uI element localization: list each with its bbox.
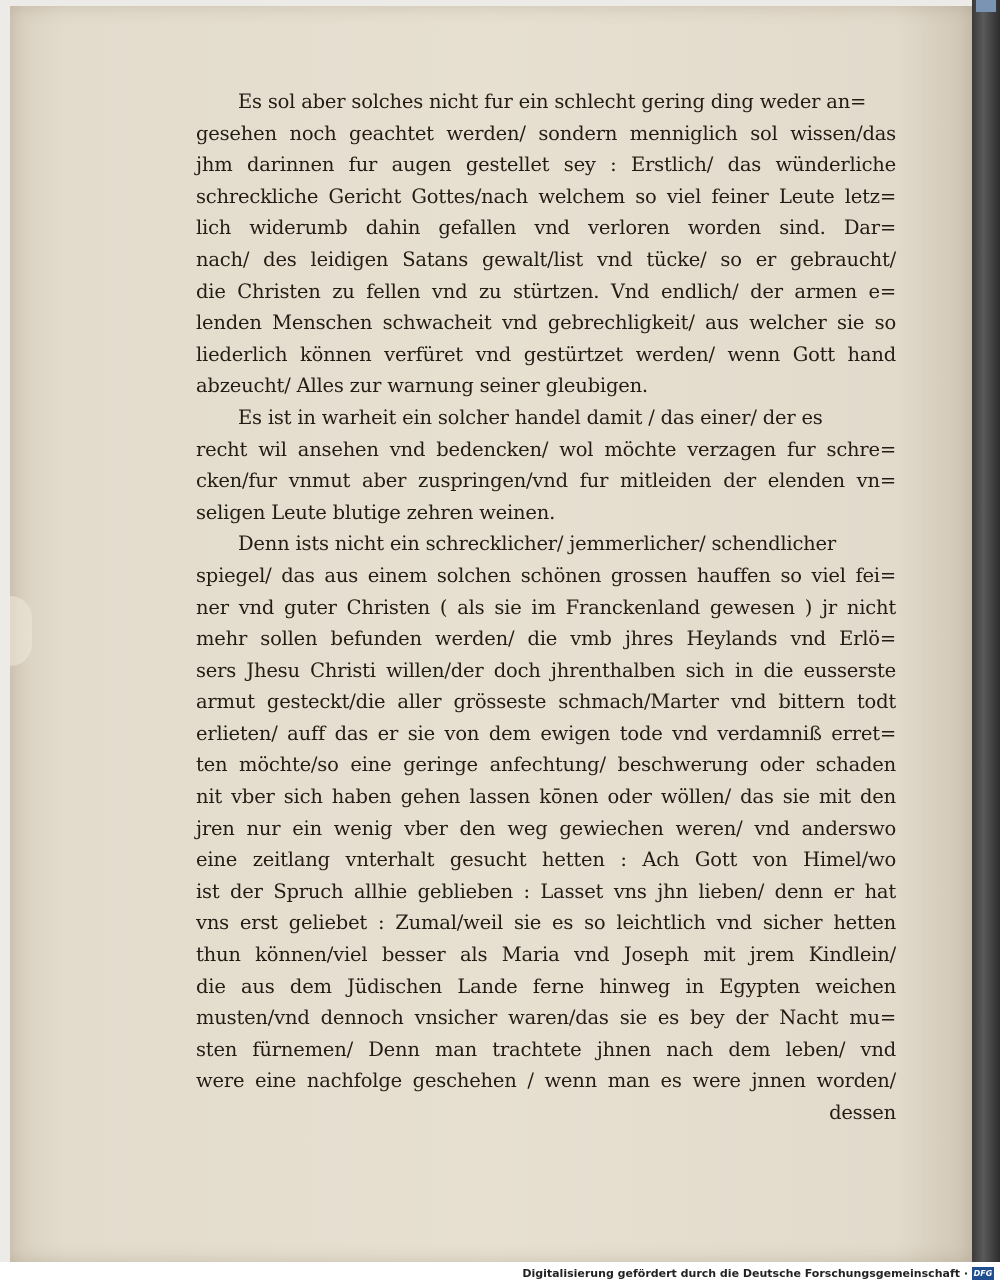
text-line: mehr sollen befunden werden/ die vmb jhres Heylands vnd Erlö=: [196, 627, 896, 651]
text-line: thun können/viel besser als Maria vnd Joseph mit jrem Kindlein/: [196, 943, 896, 967]
text-line: Denn ists nicht ein schrecklicher/ jemmerlicher/ schendlicher: [238, 532, 836, 556]
page-text: [196, 86, 896, 1129]
text-line: nit vber sich haben gehen lassen kōnen oder wöllen/ das sie mit den: [196, 785, 896, 809]
book-binding: [972, 0, 1000, 1262]
catchword: dessen: [829, 1101, 896, 1124]
footer-bar: [0, 1262, 1000, 1285]
text-line: sten fürnemen/ Denn man trachtete jhnen nach dem leben/ vnd: [196, 1037, 896, 1061]
text-line: nach/ des leidigen Satans gewalt/list vnd tücke/ so er gebraucht/: [196, 247, 896, 271]
text-line: gesehen noch geachtet werden/ sondern menniglich sol wissen/das: [196, 121, 896, 145]
text-line: jren nur ein wenig vber den weg gewiechen weren/ vnd anderswo: [196, 816, 896, 840]
text-line: cken/fur vnmut aber zuspringen/vnd fur mitleiden der elenden vn=: [196, 469, 896, 493]
text-line: abzeucht/ Alles zur warnung seiner gleubigen.: [196, 374, 648, 398]
text-line: were eine nachfolge geschehen / wenn man es were jnnen worden/: [196, 1069, 896, 1093]
dfg-logo: DFG: [973, 1269, 993, 1278]
text-line: musten/vnd dennoch vnsicher waren/das sie es bey der Nacht mu=: [196, 1006, 896, 1030]
text-line: lich widerumb dahin gefallen vnd verloren worden sind. Dar=: [196, 216, 896, 240]
text-line: sers Jhesu Christi willen/der doch jhrenthalben sich in die eusserste: [196, 658, 896, 682]
text-line: lenden Menschen schwacheit vnd gebrechligkeit/ aus welcher sie so: [196, 311, 896, 335]
text-line: eine zeitlang vnterhalt gesucht hetten : Ach Gott von Himel/wo: [196, 848, 896, 872]
funding-credit: Digitalisierung gefördert durch die Deutsche Forschungsgemeinschaft ·: [522, 1267, 968, 1280]
text-line: ist der Spruch allhie geblieben : Lasset vns jhn lieben/ denn er hat: [196, 879, 896, 903]
text-line: liederlich können verfüret vnd gestürtzet werden/ wenn Gott hand: [196, 342, 896, 366]
text-line: die aus dem Jüdischen Lande ferne hinweg in Egypten weichen: [196, 974, 896, 998]
text-line: vns erst geliebet : Zumal/weil sie es so leichtlich vnd sicher hetten: [196, 911, 896, 935]
binding-tab: [976, 0, 996, 12]
text-line: Es sol aber solches nicht fur ein schlecht gering ding weder an=: [238, 90, 867, 113]
text-line: ten möchte/so eine geringe anfechtung/ beschwerung oder schaden: [196, 753, 896, 777]
text-line: ner vnd guter Christen ( als sie im Franckenland gewesen ) jr nicht: [196, 595, 896, 619]
text-line: spiegel/ das aus einem solchen schönen grossen hauffen so viel fei=: [196, 563, 896, 587]
page-edge-shadow: [10, 596, 32, 666]
text-line: schreckliche Gericht Gottes/nach welchem so viel feiner Leute letz=: [196, 184, 896, 208]
text-line: jhm darinnen fur augen gestellet sey : Erstlich/ das wünderliche: [196, 153, 896, 177]
text-line: Es ist in warheit ein solcher handel damit / das einer/ der es: [238, 405, 823, 429]
text-line: die Christen zu fellen vnd zu stürtzen. Vnd endlich/ der armen e=: [196, 279, 896, 303]
text-line: armut gesteckt/die aller grösseste schmach/Marter vnd bittern todt: [196, 690, 896, 714]
text-line: erlieten/ auff das er sie von dem ewigen tode vnd verdamniß erret=: [196, 721, 896, 745]
text-line: seligen Leute blutige zehren weinen.: [196, 500, 556, 524]
text-line: recht wil ansehen vnd bedencken/ wol möchte verzagen fur schre=: [196, 437, 896, 461]
